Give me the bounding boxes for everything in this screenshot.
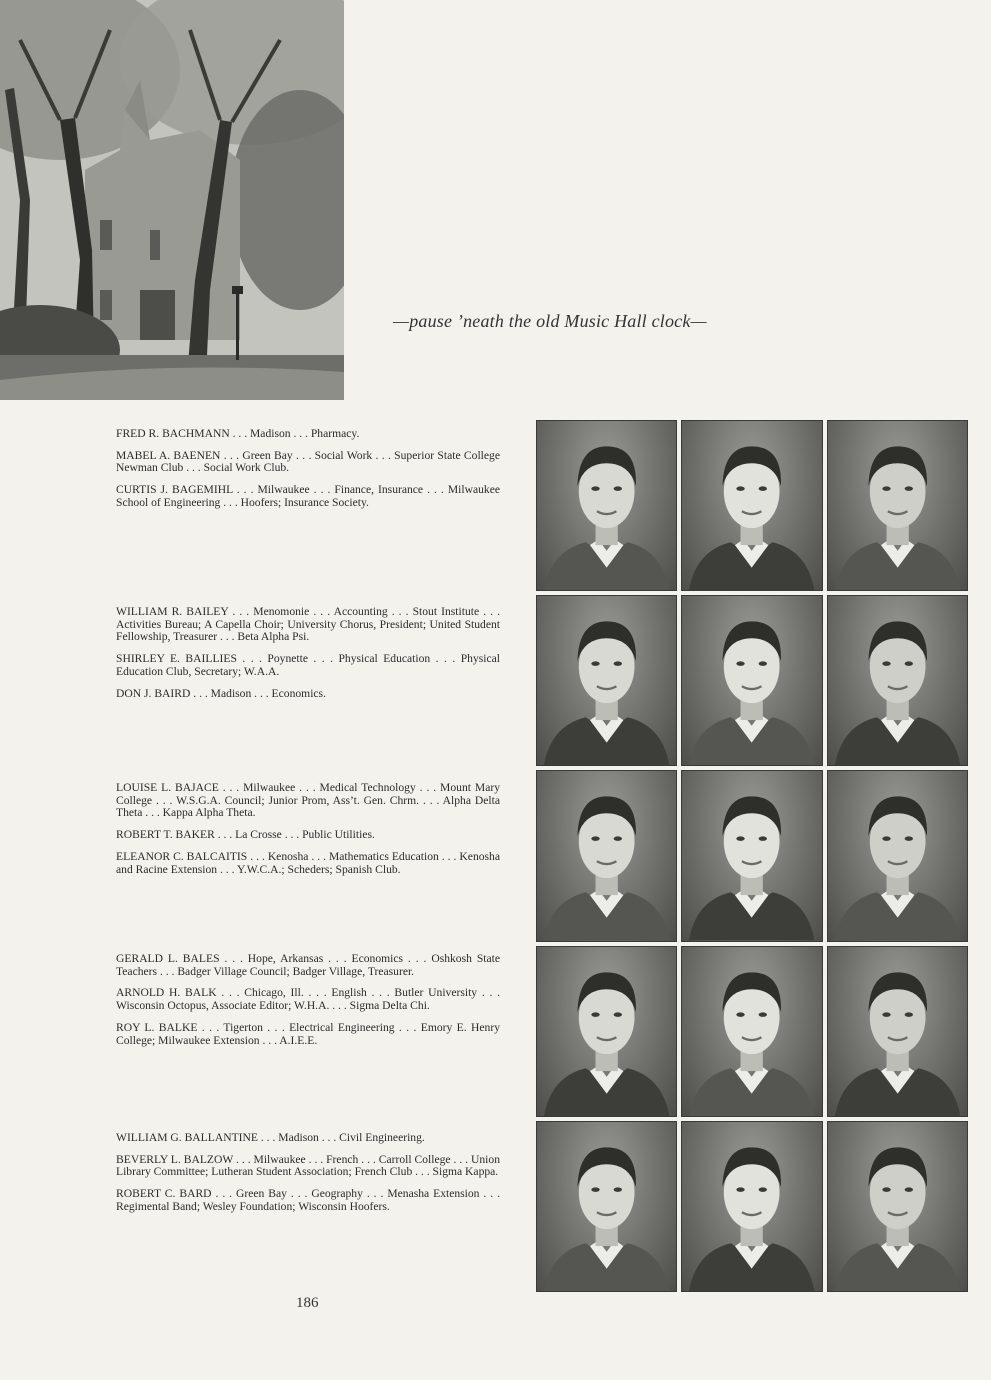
student-entry: LOUISE L. BAJACE . . . Milwaukee . . . Medical Technology . . . Mount Mary College . . . W.S.G.A. Council; Junior Prom, Ass’t. Gen. Chrm. . . . Alpha Delta Theta . . . Kappa Alpha Theta.	[116, 781, 500, 820]
student-entry: MABEL A. BAENEN . . . Green Bay . . . Social Work . . . Superior State College Newman Club . . . Social Work Club.	[116, 448, 500, 475]
entry-group	[116, 606, 500, 709]
student-entry: FRED R. BACHMANN . . . Madison . . . Pharmacy.	[116, 427, 360, 440]
photo-caption: —pause ’neath the old Music Hall clock—	[393, 311, 707, 331]
student-entry: GERALD L. BALES . . . Hope, Arkansas . . . Economics . . . Oshkosh State Teachers . . . Badger Village Council; Badger Village, Treasurer.	[116, 952, 500, 978]
student-portrait	[536, 946, 677, 1117]
student-portrait	[827, 770, 968, 941]
student-portrait	[536, 1121, 677, 1292]
portrait-grid	[536, 420, 968, 1292]
student-portrait	[681, 1121, 822, 1292]
page-number: 186	[296, 1295, 319, 1311]
student-portrait	[681, 595, 822, 766]
student-entry: ROBERT T. BAKER . . . La Crosse . . . Public Utilities.	[116, 828, 375, 842]
student-entry: BEVERLY L. BALZOW . . . Milwaukee . . . French . . . Carroll College . . . Union Library Committee; Lutheran Student Association; French Club . . . Sigma Kappa.	[116, 1152, 500, 1179]
student-entry: SHIRLEY E. BAILLIES . . . Poynette . . . Physical Education . . . Physical Education Club, Secretary; W.A.A.	[116, 652, 500, 678]
student-portrait	[681, 420, 822, 591]
entry-group	[116, 1132, 500, 1223]
entry-group	[116, 428, 500, 519]
entry-group	[116, 953, 500, 1056]
student-portrait	[536, 595, 677, 766]
student-portrait	[536, 770, 677, 941]
student-entry: CURTIS J. BAGEMIHL . . . Milwaukee . . . Finance, Insurance . . . Milwaukee School of Engineering . . . Hoofers; Insurance Society.	[116, 483, 500, 509]
student-entry: ROY L. BALKE . . . Tigerton . . . Electrical Engineering . . . Emory E. Henry College; Milwaukee Extension . . . A.I.E.E.	[116, 1020, 500, 1047]
student-entry: WILLIAM G. BALLANTINE . . . Madison . . . Civil Engineering.	[116, 1131, 425, 1144]
student-portrait	[681, 946, 822, 1117]
student-portrait	[827, 946, 968, 1117]
student-entry: WILLIAM R. BAILEY . . . Menomonie . . . Accounting . . . Stout Institute . . . Activities Bureau; A Capella Choir; University Chorus, President; United Student Fellowship, Treasurer . . . Beta Alpha Psi.	[116, 605, 500, 644]
student-portrait	[827, 420, 968, 591]
student-entry: ELEANOR C. BALCAITIS . . . Kenosha . . . Mathematics Education . . . Kenosha and Racine Extension . . . Y.W.C.A.; Scheders; Spanish Club.	[116, 849, 500, 876]
student-portrait	[827, 595, 968, 766]
student-portrait	[681, 770, 822, 941]
music-hall-photo	[0, 0, 344, 400]
entry-group	[116, 782, 500, 885]
student-entry: ARNOLD H. BALK . . . Chicago, Ill. . . . English . . . Butler University . . . Wisconsin Octopus, Associate Editor; W.H.A. . . . Sigma Delta Chi.	[116, 986, 500, 1013]
student-portrait	[536, 420, 677, 591]
student-entry: DON J. BAIRD . . . Madison . . . Economics.	[116, 686, 326, 700]
student-portrait	[827, 1121, 968, 1292]
student-entry: ROBERT C. BARD . . . Green Bay . . . Geography . . . Menasha Extension . . . Regimental Band; Wesley Foundation; Wisconsin Hoofers.	[116, 1187, 500, 1213]
